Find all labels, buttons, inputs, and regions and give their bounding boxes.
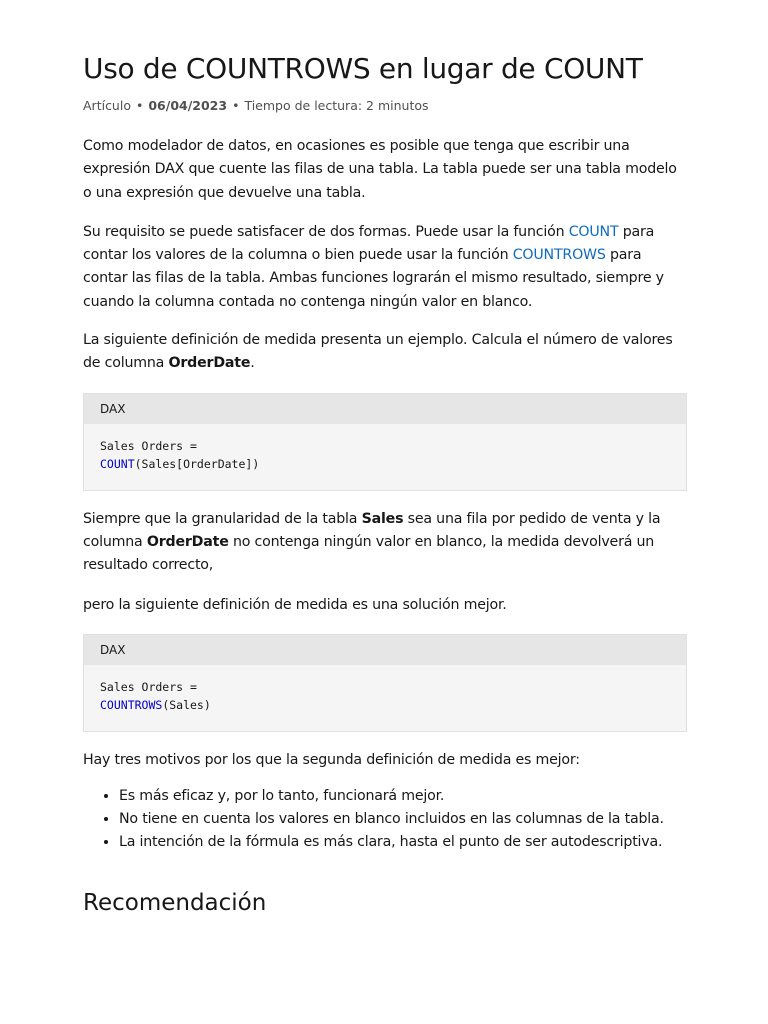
article-meta (83, 98, 687, 114)
paragraph-better: pero la siguiente definición de medida es una solución mejor. (83, 596, 507, 613)
code-content[interactable] (84, 424, 686, 490)
list-item: • La intención de la fórmula es más clara, hasta el punto de ser autodescriptiva. (119, 831, 687, 854)
code-content[interactable] (84, 665, 686, 731)
paragraph-options (83, 221, 687, 314)
code-args: (Sales) (162, 697, 211, 712)
meta-reading-time: Tiempo de lectura: 2 minutos (244, 98, 429, 113)
paragraph-text: Su requisito se puede satisfacer de dos formas. Puede usar la función (83, 223, 569, 240)
list-item: • Es más eficaz y, por lo tanto, funcionará mejor. (119, 785, 687, 808)
paragraph-text: . (250, 355, 255, 372)
code-language-label: DAX (84, 394, 686, 424)
reasons-list (83, 785, 687, 854)
section-heading-recommendation: Recomendación (83, 890, 267, 917)
count-function-link[interactable]: COUNT (568, 223, 619, 240)
code-keyword: COUNTROWS (100, 697, 163, 712)
article-content (83, 50, 687, 918)
paragraph-text: Siempre que la granularidad de la tabla (83, 510, 362, 527)
code-line: Sales Orders = (100, 438, 197, 453)
paragraph-text: no contenga ningún valor en blanco, la medida devolverá un resultado correcto, (83, 533, 655, 574)
meta-date: 06/04/2023 (148, 98, 228, 113)
code-keyword: COUNT (100, 456, 135, 471)
paragraph-intro: Como modelador de datos, en ocasiones es posible que tenga que escribir una expresión DAX que cuente las filas de una tabla. La tabla puede ser una tabla modelo o una expresión que devuelve una tabla. (83, 138, 677, 201)
page-title: Uso de COUNTROWS en lugar de COUNT (83, 52, 643, 85)
bold-orderdate: OrderDate (146, 533, 229, 550)
paragraph-text: La siguiente definición de medida presenta un ejemplo. Calcula el número de valores de columna (83, 332, 673, 372)
paragraph-text: para contar las filas de la tabla. Ambas funciones lograrán el mismo resultado, siempre y cuando la columna contada no contenga ningún valor en blanco. (83, 247, 664, 310)
code-block-count (83, 393, 687, 491)
meta-type: Artículo (83, 98, 131, 113)
bold-orderdate: OrderDate (168, 355, 251, 372)
code-block-countrows (83, 634, 687, 732)
bold-sales: Sales (361, 510, 404, 527)
meta-separator: • (232, 98, 240, 113)
code-line: Sales Orders = (100, 679, 197, 694)
countrows-function-link[interactable]: COUNTROWS (512, 247, 606, 264)
code-language-label: DAX (84, 635, 686, 665)
paragraph-reasons: Hay tres motivos por los que la segunda definición de medida es mejor: (83, 751, 580, 768)
paragraph-text: para contar los valores de la columna o bien puede usar la función (83, 223, 655, 264)
meta-separator: • (135, 98, 144, 113)
code-args: (Sales[OrderDate]) (134, 456, 260, 471)
paragraph-example (83, 329, 687, 376)
list-item: • No tiene en cuenta los valores en blanco incluidos en las columnas de la tabla. (119, 808, 687, 831)
paragraph-granularity (83, 508, 687, 578)
paragraph-text: sea una fila por pedido de venta y la columna (83, 510, 661, 550)
